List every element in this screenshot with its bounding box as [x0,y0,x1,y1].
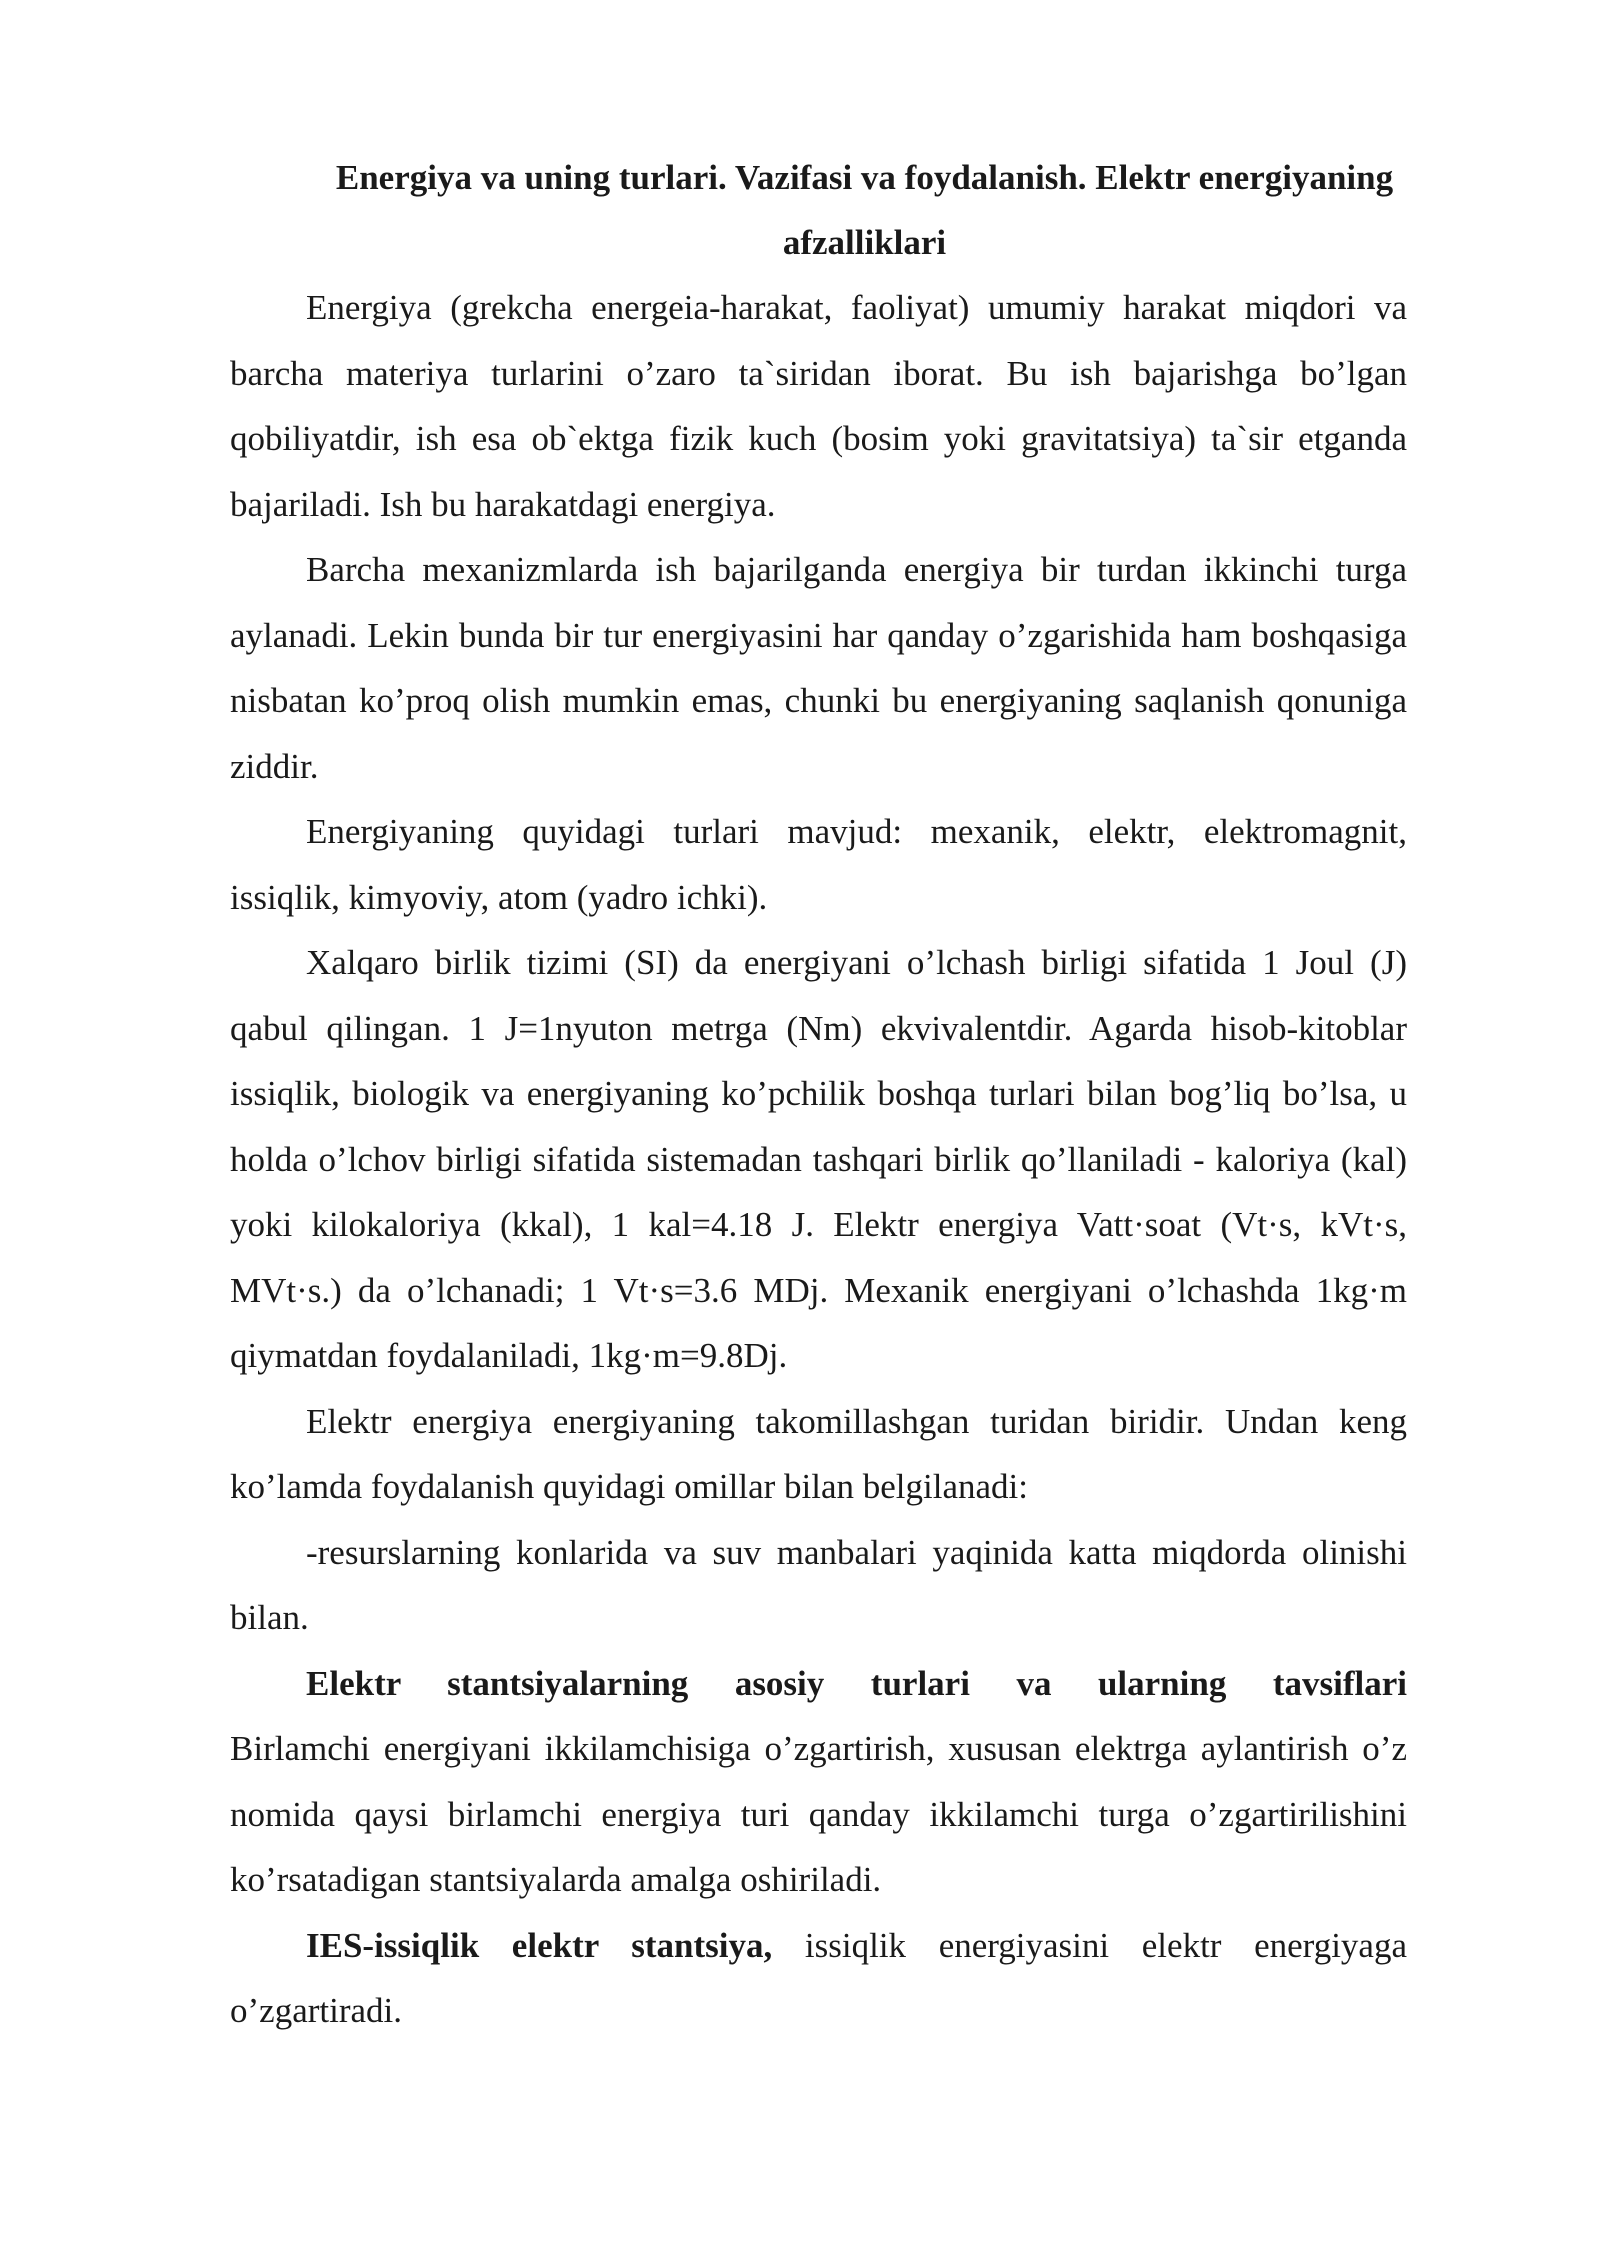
paragraph-energy-definition: Energiya (grekcha energeia-harakat, faoliyat) umumiy harakat miqdori va barcha materiya turlarini o’zaro ta`siridan iborat. Bu ish bajarishga bo’lgan qobiliyatdir, ish esa ob`ektga fizik kuch (bosim yoki gravitatsiya) ta`sir etganda bajariladi. Ish bu harakatdagi energiya. [230,288,1407,524]
paragraph-ies [230,1913,1407,2044]
document-page [230,145,1407,2044]
paragraph-energy-conversion: Barcha mexanizmlarda ish bajarilganda energiya bir turdan ikkinchi turga aylanadi. Lekin bunda bir tur energiyasini har qanday o’zgarishida ham boshqasiga nisbatan ko’proq olish mumkin emas, chunki bu energiyaning saqlanish qonuniga ziddir. [230,550,1407,786]
document-title: Energiya va uning turlari. Vazifasi va foydalanish. Elektr energiyaning afzalliklari [335,158,1394,262]
power-stations-body: Birlamchi energiyani ikkilamchisiga o’zgartirish, xususan elektrga aylantirish o’z nomida qaysi birlamchi energiya turi qanday ikkilamchi turga o’zgartirilishini ko’rsatadigan stantsiyalarda amalga oshiriladi. [230,1729,1407,1899]
ies-term: IES-issiqlik elektr stantsiya, [306,1925,773,1965]
section-heading-power-stations: Elektr stantsiyalarning asosiy turlari va ularning tavsiflari [306,1663,1407,1703]
paragraph-energy-types: Energiyaning quyidagi turlari mavjud: mexanik, elektr, elektromagnit, issiqlik, kimyoviy, atom (yadro ichki). [230,812,1407,917]
ies-description: issiqlik energiyasini elektr energiyaga o’zgartiradi. [230,1925,1407,2030]
paragraph-power-stations [230,1651,1407,1913]
paragraph-energy-units: Xalqaro birlik tizimi (SI) da energiyani o’lchash birligi sifatida 1 Joul (J) qabul qilingan. 1 J=1nyuton metrga (Nm) ekvivalentdir. Agarda hisob-kitoblar issiqlik, biologik va energiyaning ko’pchilik boshqa turlari bilan bog’liq bo’lsa, u holda o’lchov birligi sifatida sistemadan tashqari birlik qo’llaniladi - kaloriya (kal) yoki kilokaloriya (kkal), 1 kal=4.18 J. Elektr energiya Vatt·soat (Vt·s, kVt·s, MVt·s.) da o’lchanadi; 1 Vt·s=3.6 MDj. Mexanik energiyani o’lchashda 1kg·m qiymatdan foydalaniladi, 1kg·m=9.8Dj. [230,943,1407,1375]
paragraph-electric-energy: Elektr energiya energiyaning takomillashgan turidan biridir. Undan keng ko’lamda foydalanish quyidagi omillar bilan belgilanadi: [230,1401,1407,1506]
paragraph-resources: -resurslarning konlarida va suv manbalari yaqinida katta miqdorda olinishi bilan. [230,1532,1407,1637]
